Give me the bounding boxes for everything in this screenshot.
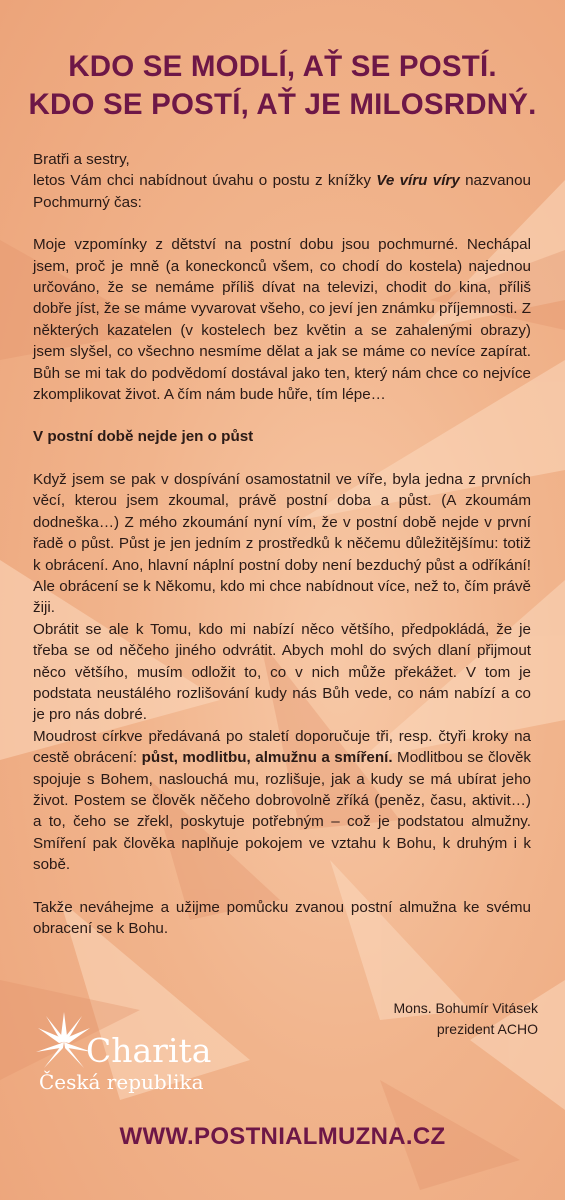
title-line-2: KDO SE POSTÍ, AŤ JE MILOSRDNÝ. [28, 88, 537, 121]
signature [394, 998, 538, 1040]
signature-role: prezident ACHO [436, 1021, 538, 1037]
section-heading: V postní době nejde jen o půst [33, 428, 254, 446]
paragraph-4 [33, 726, 531, 876]
paragraph-3: Obrátit se ale k Tomu, kdo mi nabízí něco většího, předpokládá, že je třeba se od něčeho jiného odvrátit. Abych mohl do svých dlaní přijmout něco většího, musím odložit to, co v nich může překážet. V tom je podstata neustálého rozlišování kudy nás Bůh vede, co nám nabízí a co je pro nás dobré. [33, 620, 531, 724]
closing-paragraph: Takže neváhejme a užijme pomůcku zvanou postní almužna ke svému obracení se k Bohu. [33, 898, 531, 937]
logo-name: Charita [86, 1031, 212, 1070]
page-title [20, 48, 545, 124]
book-title: Ve víru víry [376, 172, 460, 190]
intro-text-start: letos Vám chci nabídnout úvahu o postu z knížky [33, 172, 377, 190]
paragraph-2: Když jsem se pak v dospívání osamostatnil ve víře, byla jedna z prvních věcí, kterou jsem zkoumal, právě postní doba a půst. (A zkoumám dodneška…) Z mého zkoumání nyní vím, že v postní době nejde v první řadě o půst. Půst je jen jedním z prostředků k něčemu důležitějšímu: totiž k obrácení. Ano, hlavní náplní postní doby není bezduchý půst a odříkání! Ale obrácení se k Někomu, kdo mi chce nabídnout více, než to, čím právě žiji. [33, 470, 531, 617]
intro-line [33, 170, 531, 213]
charita-cross-icon [36, 1012, 92, 1072]
paragraph-4-bold: půst, modlitbu, almužnu a smíření. [141, 749, 393, 767]
title-line-1: KDO SE MODLÍ, AŤ SE POSTÍ. [68, 50, 497, 83]
intro-text-end: nazvanou Pochmurný čas: [33, 172, 531, 211]
logo-subtitle: Česká republika [39, 1070, 204, 1094]
paragraph-1: Moje vzpomínky z dětství na postní dobu jsou pochmurné. Nechápal jsem, proč je mně (a koneckonců všem, co chodí do kostela) najednou určováno, že se nemáme příliš dívat na televizi, chodit do kina, příliš dobře jíst, že se máme vyvarovat všeho, co jeví jen známku příjemnosti. Z některých kazatelen (v kostelech bez květin a se zahalenými obrazy) jsem slyšel, co všechno nesmíme dělat a jak se máme co nevíce zapírat. Bůh se mi tak do podvědomí dostával jako ten, který nám chce co nejvíce zkomplikovat život. A čím nám bude hůře, tím lépe… [33, 236, 532, 404]
paragraph-4-end: Modlitbou se člověk spojuje s Bohem, naslouchá mu, rozlišuje, jak a kudy se má ubírat jeho život. Postem se člověk něčeho dobrovolně zříká (peněz, času, aktivit…) a to, čeho se zřekl, poskytuje potřebným – což je podstatou almužny. Smíření pak člověka naplňuje pokojem ve vztahu k Bohu, k druhým i k sobě. [33, 749, 531, 874]
letter-body [33, 149, 531, 939]
greeting: Bratři a sestry, [33, 151, 130, 168]
charita-logo [36, 1012, 246, 1102]
paragraph-4-start: Moudrost církve předávaná po staletí doporučuje tři, resp. čtyři kroky na cestě obrácení: [33, 727, 531, 767]
website-url: WWW.POSTNIALMUZNA.CZ [119, 1123, 446, 1150]
signature-name: Mons. Bohumír Vitásek [393, 1000, 538, 1016]
